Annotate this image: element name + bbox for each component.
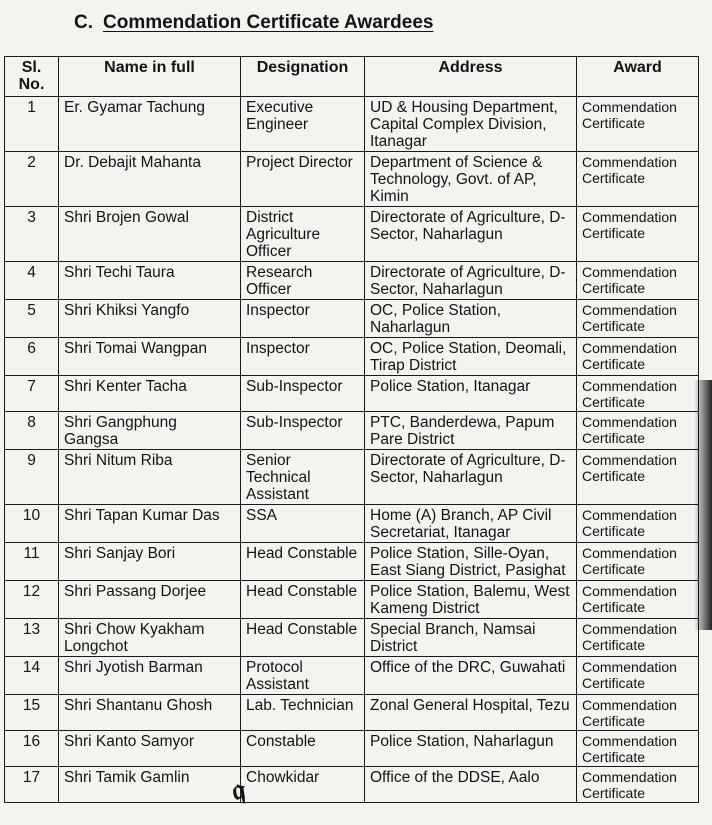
table-row	[5, 97, 699, 152]
name-cell: Er. Gyamar Tachung	[59, 97, 241, 152]
address-cell: Police Station, Itanagar	[365, 376, 577, 412]
sl-no-cell: 4	[5, 262, 59, 300]
sl-no-cell: 10	[5, 505, 59, 543]
address-cell: Police Station, Balemu, West Kameng District	[365, 581, 577, 619]
designation-cell: Head Constable	[241, 619, 365, 657]
designation-cell: District Agriculture Officer	[241, 207, 365, 262]
table-row	[5, 338, 699, 376]
header-award: Award	[577, 57, 699, 97]
award-cell: Commendation Certificate	[577, 695, 699, 731]
name-cell: Shri Shantanu Ghosh	[59, 695, 241, 731]
table-row	[5, 581, 699, 619]
designation-cell: Inspector	[241, 338, 365, 376]
table-row	[5, 450, 699, 505]
name-cell: Dr. Debajit Mahanta	[59, 152, 241, 207]
name-cell: Shri Brojen Gowal	[59, 207, 241, 262]
address-cell: OC, Police Station, Deomali, Tirap District	[365, 338, 577, 376]
award-cell: Commendation Certificate	[577, 619, 699, 657]
address-cell: OC, Police Station, Naharlagun	[365, 300, 577, 338]
name-cell: Shri Kenter Tacha	[59, 376, 241, 412]
name-cell: Shri Passang Dorjee	[59, 581, 241, 619]
name-cell: Shri Tomai Wangpan	[59, 338, 241, 376]
designation-cell: Lab. Technician	[241, 695, 365, 731]
designation-cell: Constable	[241, 731, 365, 767]
sl-no-cell: 13	[5, 619, 59, 657]
designation-cell: SSA	[241, 505, 365, 543]
table-row	[5, 152, 699, 207]
award-cell: Commendation Certificate	[577, 376, 699, 412]
designation-cell: Sub-Inspector	[241, 412, 365, 450]
table-row	[5, 657, 699, 695]
award-cell: Commendation Certificate	[577, 581, 699, 619]
address-cell: Special Branch, Namsai District	[365, 619, 577, 657]
table-row	[5, 412, 699, 450]
header-name: Name in full	[59, 57, 241, 97]
award-cell: Commendation Certificate	[577, 262, 699, 300]
table-row	[5, 731, 699, 767]
address-cell: Directorate of Agriculture, D- Sector, Naharlagun	[365, 450, 577, 505]
address-cell: Department of Science & Technology, Govt. of AP, Kimin	[365, 152, 577, 207]
table-row	[5, 376, 699, 412]
header-sl-no: Sl. No.	[5, 57, 59, 97]
designation-cell: Head Constable	[241, 543, 365, 581]
sl-no-cell: 2	[5, 152, 59, 207]
address-cell: Office of the DDSE, Aalo	[365, 767, 577, 803]
award-cell: Commendation Certificate	[577, 207, 699, 262]
address-cell: Police Station, Sille-Oyan, East Siang District, Pasighat	[365, 543, 577, 581]
address-cell: Directorate of Agriculture, D- Sector, Naharlagun	[365, 207, 577, 262]
sl-no-cell: 1	[5, 97, 59, 152]
award-cell: Commendation Certificate	[577, 767, 699, 803]
designation-cell: Inspector	[241, 300, 365, 338]
name-cell: Shri Sanjay Bori	[59, 543, 241, 581]
section-title	[74, 12, 433, 34]
name-cell: Shri Kanto Samyor	[59, 731, 241, 767]
name-cell: Shri Tamik Gamlin	[59, 767, 241, 803]
name-cell: Shri Gangphung Gangsa	[59, 412, 241, 450]
sl-no-cell: 14	[5, 657, 59, 695]
name-cell: Shri Chow Kyakham Longchot	[59, 619, 241, 657]
name-cell: Shri Jyotish Barman	[59, 657, 241, 695]
address-cell: Zonal General Hospital, Tezu	[365, 695, 577, 731]
name-cell: Shri Nitum Riba	[59, 450, 241, 505]
sl-no-cell: 3	[5, 207, 59, 262]
award-cell: Commendation Certificate	[577, 300, 699, 338]
table-row	[5, 207, 699, 262]
sl-no-cell: 16	[5, 731, 59, 767]
award-cell: Commendation Certificate	[577, 412, 699, 450]
award-cell: Commendation Certificate	[577, 338, 699, 376]
address-cell: Directorate of Agriculture, D- Sector, Naharlagun	[365, 262, 577, 300]
award-cell: Commendation Certificate	[577, 97, 699, 152]
designation-cell: Senior Technical Assistant	[241, 450, 365, 505]
name-cell: Shri Techi Taura	[59, 262, 241, 300]
sl-no-cell: 17	[5, 767, 59, 803]
table-row	[5, 695, 699, 731]
sl-no-cell: 11	[5, 543, 59, 581]
designation-cell: Sub-Inspector	[241, 376, 365, 412]
award-cell: Commendation Certificate	[577, 543, 699, 581]
header-address: Address	[365, 57, 577, 97]
sl-no-cell: 7	[5, 376, 59, 412]
table-row	[5, 262, 699, 300]
award-cell: Commendation Certificate	[577, 731, 699, 767]
designation-cell: Project Director	[241, 152, 365, 207]
sl-no-cell: 12	[5, 581, 59, 619]
name-cell: Shri Tapan Kumar Das	[59, 505, 241, 543]
awardees-table	[4, 56, 699, 803]
address-cell: Office of the DRC, Guwahati	[365, 657, 577, 695]
address-cell: Home (A) Branch, AP Civil Secretariat, Itanagar	[365, 505, 577, 543]
table-row	[5, 767, 699, 803]
award-cell: Commendation Certificate	[577, 657, 699, 695]
designation-cell: Executive Engineer	[241, 97, 365, 152]
address-cell: PTC, Banderdewa, Papum Pare District	[365, 412, 577, 450]
designation-cell: Research Officer	[241, 262, 365, 300]
table-row	[5, 505, 699, 543]
award-cell: Commendation Certificate	[577, 505, 699, 543]
table-row	[5, 543, 699, 581]
section-prefix: C.	[74, 12, 93, 33]
handwritten-mark-icon: 𝔮	[229, 771, 248, 808]
sl-no-cell: 15	[5, 695, 59, 731]
designation-cell: Protocol Assistant	[241, 657, 365, 695]
sl-no-cell: 6	[5, 338, 59, 376]
award-cell: Commendation Certificate	[577, 450, 699, 505]
section-heading: Commendation Certificate Awardees	[103, 12, 434, 33]
sl-no-cell: 5	[5, 300, 59, 338]
address-cell: UD & Housing Department, Capital Complex Division, Itanagar	[365, 97, 577, 152]
name-cell: Shri Khiksi Yangfo	[59, 300, 241, 338]
address-cell: Police Station, Naharlagun	[365, 731, 577, 767]
designation-cell: Head Constable	[241, 581, 365, 619]
sl-no-cell: 9	[5, 450, 59, 505]
award-cell: Commendation Certificate	[577, 152, 699, 207]
designation-cell: Chowkidar	[241, 767, 365, 803]
table-row	[5, 619, 699, 657]
table-row	[5, 300, 699, 338]
table-header-row	[5, 57, 699, 97]
header-designation: Designation	[241, 57, 365, 97]
sl-no-cell: 8	[5, 412, 59, 450]
